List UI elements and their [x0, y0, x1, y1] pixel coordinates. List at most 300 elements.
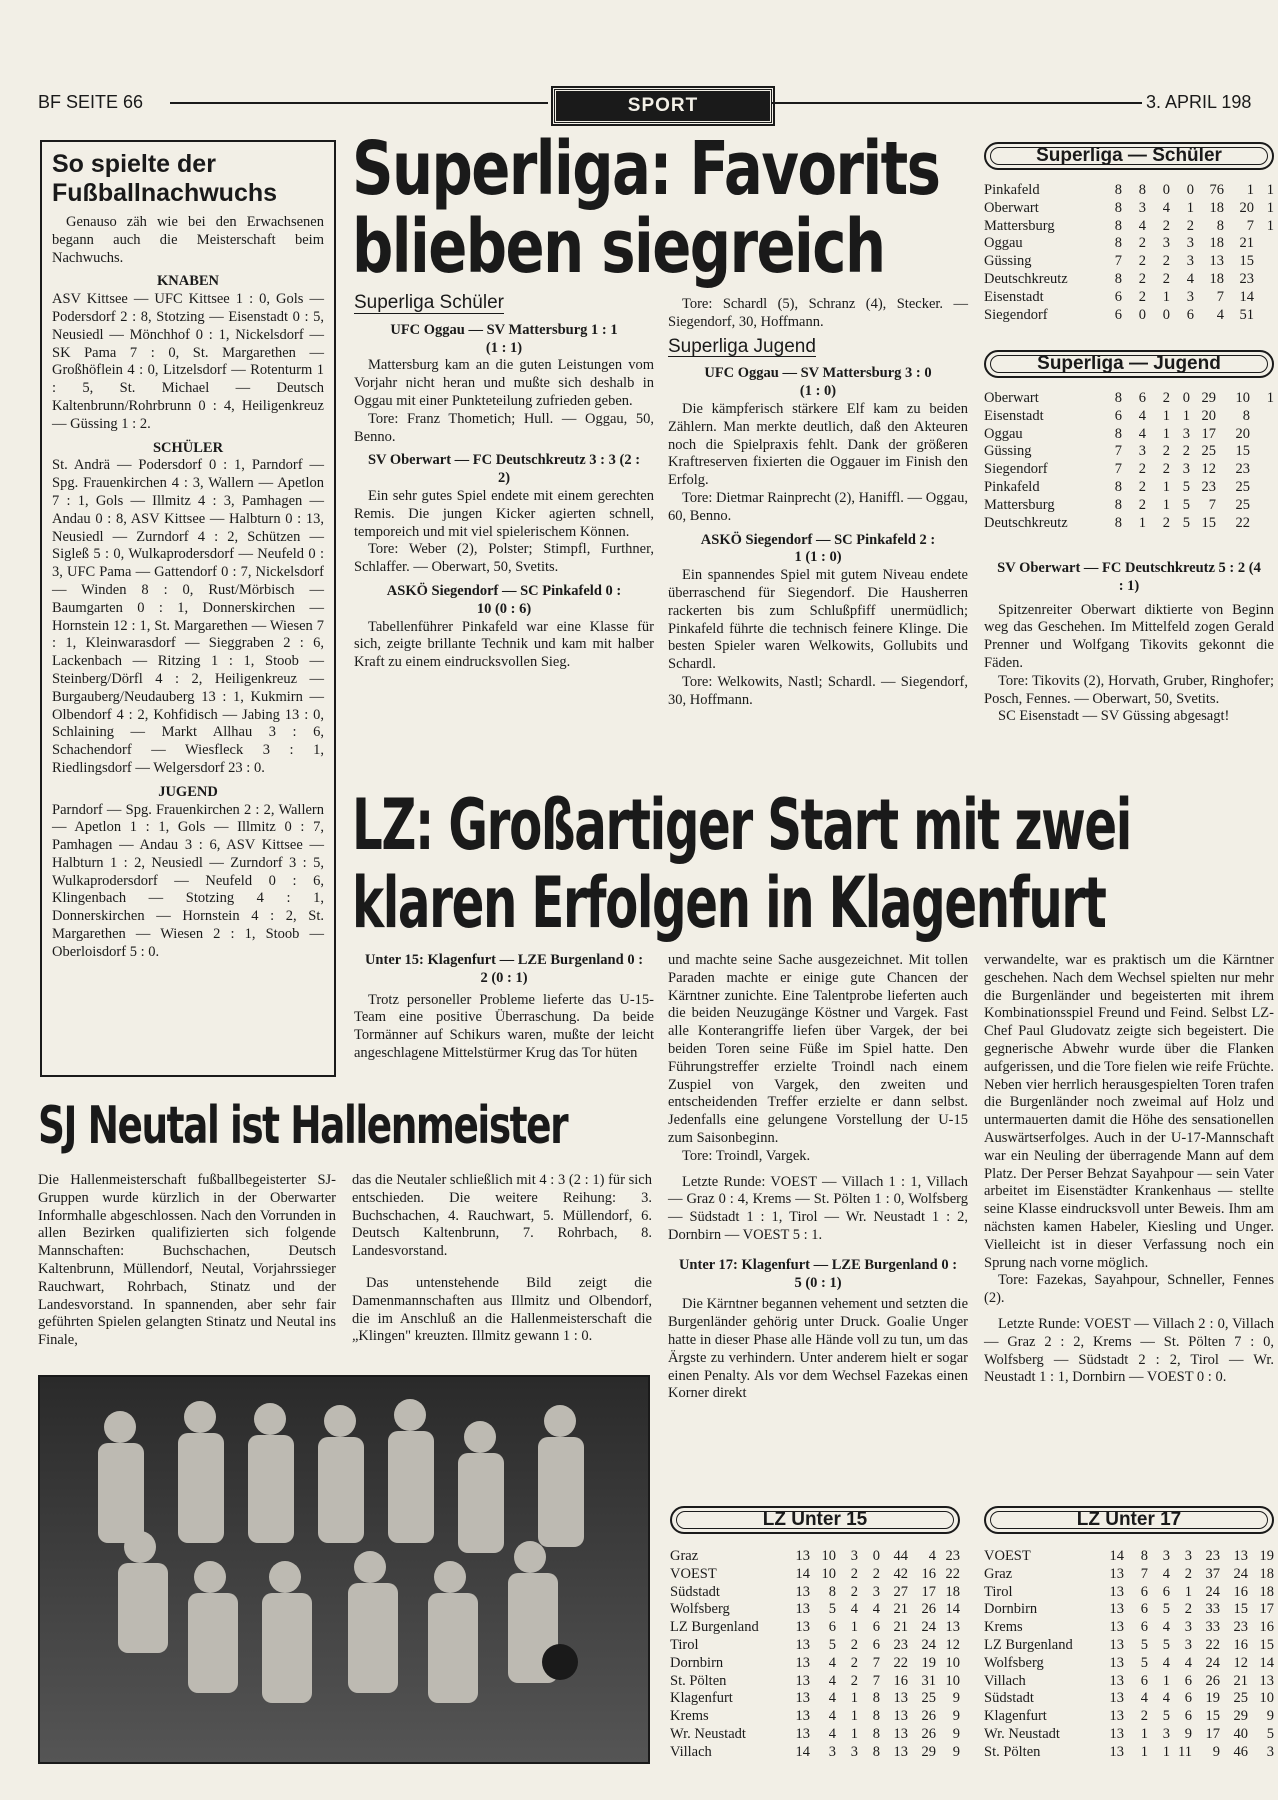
table-cell: 13: [795, 1619, 810, 1636]
table-cell: 13: [795, 1636, 810, 1653]
table-cell: 8: [1114, 217, 1122, 234]
table-cell: 13: [1259, 1672, 1274, 1689]
table-cell: 5: [828, 1601, 836, 1618]
table-cell: 4: [928, 1548, 936, 1564]
team-name: Tirol: [670, 1636, 699, 1653]
table-cell: 2: [1140, 1708, 1148, 1725]
table-cell: 19: [1259, 1548, 1274, 1564]
table-cell: 23: [945, 1548, 960, 1564]
table-row: [984, 1708, 1274, 1726]
table-row: [670, 1655, 960, 1673]
superliga-jugend-table: [984, 390, 1274, 532]
table-cell: 10: [821, 1548, 836, 1564]
team-name: LZ Burgenland: [984, 1636, 1073, 1653]
jugend-oberwart-deutschkreutz-text: Spitzenreiter Oberwart diktierte von Beginn weg das Geschehen. Im Mittelfeld zogen Gerald Prenner und Wolfgang Tikovits gekonnt die Fäden.: [984, 601, 1274, 671]
table-cell: 13: [795, 1672, 810, 1689]
lz-col3: [984, 952, 1274, 1387]
table-cell: 4: [1184, 1654, 1192, 1671]
table-cell: 18: [1209, 270, 1224, 287]
table-cell: 13: [1109, 1725, 1124, 1742]
table-cell: 13: [1109, 1619, 1124, 1636]
table-cell: 4: [1138, 407, 1146, 424]
table-row: [984, 479, 1274, 497]
table-cell: 4: [828, 1672, 836, 1689]
table-cell: 6: [1114, 306, 1122, 323]
match-siegendorf-pinkafeld-title: ASKÖ Siegendorf — SC Pinkafeld 0 : 10 (0 : 6): [386, 582, 622, 617]
table-cell: 4: [1162, 1654, 1170, 1671]
table-cell: 18: [1209, 199, 1224, 216]
table-cell: 2: [1138, 288, 1146, 305]
table-cell: 17: [1205, 1725, 1220, 1742]
table-row: [984, 1566, 1274, 1584]
headline-lz-line2: klaren Erfolgen in Klagenfurt: [352, 862, 1106, 944]
section-label: SPORT: [553, 88, 773, 124]
team-name: Oberwart: [984, 390, 1039, 406]
table-cell: 9: [1266, 1708, 1274, 1725]
table-row: [984, 1655, 1274, 1673]
table-cell: 1: [1162, 1672, 1170, 1689]
table-cell: 15: [1235, 443, 1250, 460]
table-cell: 16: [1233, 1636, 1248, 1653]
table-cell: 5: [1140, 1636, 1148, 1653]
table-cell: 2: [1162, 217, 1170, 234]
table-cell: 9: [952, 1708, 960, 1725]
schueler-results: St. Andrä — Podersdorf 0 : 1, Parndorf — Spg. Frauenkirchen 4 : 3, Wallern — Apetlon 7 : 1, Gols — Illmitz 4 : 3, Pamhagen — Andau 0 : 8, ASV Kittsee — Halbturn 0 : 13, Neusiedl — Zurndorf 4 : 2, Schützen — Sigleß 5 : 0, Wulkaprodersdorf — Neufeld 0 : 3, UFC Pama — Gattendorf 0 : 7, Nickelsdorf — Winden 8 : 0, Rust/Mörbisch — Baumgarten 0 : 1, Donnerskirchen — Hornstein 12 : 1, St. Margarethen — Wiesen 7 : 1, Kleinwarasdorf — Sieggraben 2 : 6, Lackenbach — Ritzing 1 : 1, Stoob — Steinberg/Dörfl 4 : 2, Heiligenkreuz — Burgauberg/Neudauberg 13 : 1, Kukmirn — Olbendorf 4 : 2, Kohfidisch — Jabing 13 : 0, Schlaining — Markt Allhau 3 : 6, Schachendorf — Wiesfleck 3 : 1, Riedlingsdorf — Welgersdorf 23 : 0.: [52, 457, 324, 776]
table-cell: 0: [1182, 390, 1190, 406]
table-cell: 2: [850, 1636, 858, 1653]
table-cell: 8: [1114, 478, 1122, 495]
table-cell: 46: [1233, 1743, 1248, 1760]
lz-u17-table: [984, 1548, 1274, 1762]
table-cell: 13: [795, 1583, 810, 1600]
table-row: [670, 1566, 960, 1584]
table-cell: 1: [1162, 1743, 1170, 1760]
table-cell: 23: [1233, 1619, 1248, 1636]
u15-match-title: Unter 15: Klagenfurt — LZE Burgenland 0 : 2 (0 : 1): [364, 952, 644, 986]
table-cell: 13: [1233, 1548, 1248, 1564]
table-cell: 1: [1140, 1743, 1148, 1760]
table-cell: 7: [1114, 443, 1122, 460]
table-cell: 3: [1186, 253, 1194, 270]
table-row: [670, 1548, 960, 1566]
team-name: Graz: [670, 1548, 699, 1564]
table-cell: 13: [1109, 1654, 1124, 1671]
team-name: Klagenfurt: [670, 1690, 733, 1707]
jugend-siegendorf-pinkafeld-title: ASKÖ Siegendorf — SC Pinkafeld 2 : 1 (1 : 0): [700, 531, 936, 566]
u17-letzte-runde: Letzte Runde: VOEST — Villach 2 : 0, Villach — Graz 2 : 2, Krems — St. Pölten 7 : 0, Wolfsberg — Südstadt 2 : 2, Tirol — Wr. Neustadt 1 : 1, Dornbirn — VOEST 0 : 0.: [984, 1315, 1274, 1386]
table-cell: 7: [1246, 217, 1254, 234]
team-name: Mattersburg: [984, 217, 1055, 234]
table-cell: 4: [1162, 1565, 1170, 1582]
table-cell: 6: [872, 1619, 880, 1636]
table-cell: [1250, 443, 1274, 461]
table-cell: 31: [921, 1672, 936, 1689]
youth-results-title: So spielte der Fußballnachwuchs: [52, 150, 278, 207]
table-cell: 18: [1259, 1583, 1274, 1600]
table-cell: 5: [1162, 1636, 1170, 1653]
table-cell: [1254, 253, 1274, 271]
table-cell: 6: [1184, 1690, 1192, 1707]
table-row: [984, 1673, 1274, 1691]
table-cell: 6: [1162, 1583, 1170, 1600]
table-cell: 12: [945, 1636, 960, 1653]
table-cell: 13: [1109, 1565, 1124, 1582]
table-cell: 3: [1266, 1743, 1274, 1760]
table-cell: [1250, 497, 1274, 515]
table-cell: 6: [1184, 1708, 1192, 1725]
table-cell: 2: [1162, 461, 1170, 478]
table-cell: 2: [1138, 461, 1146, 478]
table-cell: 21: [1239, 235, 1254, 252]
table-row: [984, 426, 1274, 444]
table-row: [984, 1744, 1274, 1762]
team-name: Mattersburg: [984, 496, 1055, 513]
table-cell: 15: [1233, 1601, 1248, 1618]
team-name: Siegendorf: [984, 461, 1048, 478]
superliga-jugend-table-title: Superliga — Jugend: [984, 350, 1274, 378]
team-name: Wr. Neustadt: [670, 1725, 746, 1742]
table-cell: 8: [1114, 235, 1122, 252]
table-cell: 8: [1114, 199, 1122, 216]
table-cell: 2: [1138, 253, 1146, 270]
superliga-schueler-subhead: Superliga Schüler: [354, 292, 504, 313]
table-cell: 14: [795, 1743, 810, 1760]
table-cell: 7: [1208, 496, 1216, 513]
table-cell: 26: [921, 1601, 936, 1618]
table-row: [984, 271, 1274, 289]
team-name: Südstadt: [984, 1690, 1034, 1707]
table-cell: 13: [1109, 1583, 1124, 1600]
table-cell: 10: [1259, 1690, 1274, 1707]
table-cell: 44: [893, 1548, 908, 1564]
table-row: [984, 1726, 1274, 1744]
table-cell: 8: [872, 1725, 880, 1742]
team-name: Siegendorf: [984, 306, 1048, 323]
table-cell: 10: [821, 1565, 836, 1582]
lz-u17-table-title: LZ Unter 17: [984, 1506, 1274, 1534]
match-oberwart-deutschkreutz-text: Ein sehr gutes Spiel endete mit einem gerechten Remis. Die jungen Kicker agierten schnell, temporeich und mit viel spielerischem Können.: [354, 487, 654, 540]
table-cell: 3: [850, 1743, 858, 1760]
table-cell: 1: [1266, 217, 1274, 234]
table-cell: 13: [795, 1690, 810, 1707]
table-cell: 2: [1186, 217, 1194, 234]
u15-text-part2: und machte seine Sache ausgezeichnet. Mit tollen Paraden machte er einige gute Chancen der Kärntner zunichte. Eine Talentprobe lieferten auch die beiden Neuzugänge Köstner und Vargek. Fast alle Konterangriffe liefen über Vargek, der bei beiden Toren seine Füße im Spiel hatte. Den Führungstreffer erzielte Troindl nach einem Zuspiel von Vargek, den zweiten und entscheidenden Treffer erzielte er dann selbst. Jedenfalls eine gelungene Vorstellung der U-15 zum Saisonbeginn.: [668, 952, 968, 1146]
headline-superliga-line2: blieben siegreich: [352, 204, 885, 290]
table-cell: 14: [945, 1601, 960, 1618]
jugend-oberwart-deutschkreutz-tore: Tore: Tikovits (2), Horvath, Gruber, Ringhofer; Posch, Fennes. — Oberwart, 50, Svetits.: [984, 672, 1274, 707]
table-cell: 16: [1233, 1583, 1248, 1600]
table-cell: 37: [1205, 1565, 1220, 1582]
table-row: [984, 1637, 1274, 1655]
table-cell: 1: [850, 1725, 858, 1742]
team-name: Wolfsberg: [670, 1601, 730, 1618]
table-cell: 29: [921, 1743, 936, 1760]
table-cell: 3: [1184, 1548, 1192, 1564]
table-cell: 6: [1140, 1583, 1148, 1600]
team-name: VOEST: [984, 1548, 1031, 1564]
table-cell: 20: [1235, 425, 1250, 442]
team-name: Oggau: [984, 235, 1023, 252]
table-row: [984, 1584, 1274, 1602]
table-row: [670, 1673, 960, 1691]
table-cell: 21: [1233, 1672, 1248, 1689]
table-cell: 13: [1109, 1743, 1124, 1760]
table-cell: 3: [1184, 1619, 1192, 1636]
table-cell: 25: [1201, 443, 1216, 460]
table-cell: 8: [1114, 182, 1122, 198]
table-cell: 23: [1239, 270, 1254, 287]
table-row: [984, 461, 1274, 479]
table-cell: 24: [921, 1636, 936, 1653]
table-cell: 13: [1109, 1690, 1124, 1707]
superliga-schueler-table: [984, 182, 1274, 324]
table-cell: 16: [1259, 1619, 1274, 1636]
table-cell: 25: [1235, 496, 1250, 513]
table-cell: 7: [1114, 253, 1122, 270]
headline-sj-neutal: SJ Neutal ist Hallenmeister: [38, 1096, 568, 1156]
table-cell: 22: [945, 1565, 960, 1582]
lz-col1: [354, 952, 654, 1063]
team-name: Güssing: [984, 443, 1032, 460]
team-name: Südstadt: [670, 1583, 720, 1600]
team-name: LZ Burgenland: [670, 1619, 759, 1636]
table-cell: 4: [1162, 1619, 1170, 1636]
table-cell: 13: [893, 1708, 908, 1725]
team-name: VOEST: [670, 1565, 717, 1582]
table-cell: 17: [1259, 1601, 1274, 1618]
table-cell: 24: [921, 1619, 936, 1636]
table-cell: 8: [1114, 270, 1122, 287]
col2-tore: Tore: Schardl (5), Schranz (4), Stecker. — Siegendorf, 30, Hoffmann.: [668, 296, 968, 330]
table-cell: 23: [1205, 1548, 1220, 1564]
table-cell: 8: [1138, 182, 1146, 198]
table-cell: 2: [850, 1654, 858, 1671]
table-cell: 13: [1109, 1636, 1124, 1653]
table-cell: 0: [1162, 306, 1170, 323]
table-cell: 2: [1138, 478, 1146, 495]
match-oggau-mattersburg-text: Mattersburg kam an die guten Leistungen vom Vorjahr nicht heran und mußte sich deshalb in Oggau mit einer Punkteteilung zufrieden geben.: [354, 357, 654, 409]
table-cell: 1: [1162, 478, 1170, 495]
table-cell: 0: [1138, 306, 1146, 323]
team-name: Krems: [984, 1619, 1023, 1636]
match-oberwart-deutschkreutz-tore: Tore: Weber (2), Polster; Stimpfl, Furthner, Schlaffer. — Oberwart, 50, Svetits.: [354, 541, 654, 576]
table-cell: 23: [893, 1636, 908, 1653]
table-cell: 1: [1162, 425, 1170, 442]
team-name: Deutschkreutz: [984, 514, 1068, 531]
table-cell: 4: [1140, 1690, 1148, 1707]
knaben-results: ASV Kittsee — UFC Kittsee 1 : 0, Gols — Podersdorf 2 : 8, Stotzing — Eisenstadt 0 : 5, Neusiedl — Mönchhof 0 : 1, Nickelsdorf — SK Pama 7 : 0, St. Margarethen — Großhöflein 4 : 0, Litzelsdorf — Rotenturm 1 : 5, St. Michael — Deutsch Kaltenbrunn/Rohrbrunn 0 : 4, Heiligenkreuz — Güssing 1 : 2.: [52, 291, 324, 432]
table-cell: [1250, 408, 1274, 426]
table-cell: 8: [1114, 390, 1122, 406]
table-row: [984, 1548, 1274, 1566]
table-cell: 33: [1205, 1601, 1220, 1618]
sj-text-part3: Das untenstehende Bild zeigt die Damenmannschaften aus Illmitz und Olbendorf, die im Anschluß an die Hallenmeisterschaft die „Klingen" kreuzten. Illmitz gewann 1 : 0.: [352, 1274, 652, 1345]
table-row: [984, 200, 1274, 218]
table-cell: [1250, 461, 1274, 479]
table-row: [984, 1601, 1274, 1619]
match-siegendorf-pinkafeld-text: Tabellenführer Pinkafeld war eine Klasse für sich, zeigte brillante Technik und kam mit halber Kraft zu einem eindrucksvollen Sieg.: [354, 618, 654, 671]
table-row: [984, 1619, 1274, 1637]
table-cell: 7: [872, 1654, 880, 1671]
table-cell: 8: [1242, 407, 1250, 424]
jugend-siegendorf-pinkafeld-tore: Tore: Welkowits, Nastl; Schardl. — Siegendorf, 30, Hoffmann.: [668, 673, 968, 708]
eisenstadt-guessing-note: SC Eisenstadt — SV Güssing abgesagt!: [998, 708, 1230, 725]
team-name: Pinkafeld: [984, 478, 1040, 495]
table-cell: 22: [1205, 1636, 1220, 1653]
table-cell: 13: [795, 1708, 810, 1725]
table-cell: 4: [828, 1725, 836, 1742]
table-cell: [1250, 515, 1274, 533]
table-cell: 40: [1233, 1725, 1248, 1742]
table-cell: 1: [1140, 1725, 1148, 1742]
table-cell: 76: [1209, 182, 1224, 198]
lz-col2: [668, 952, 968, 1403]
table-cell: 18: [945, 1583, 960, 1600]
table-cell: 6: [1184, 1672, 1192, 1689]
table-cell: 1: [1162, 288, 1170, 305]
team-name: St. Pölten: [984, 1743, 1041, 1760]
sj-text-part1: Die Hallenmeisterschaft fußballbegeisterter SJ-Gruppen wurde kürzlich in der Oberwarter Informhalle abgeschlossen. Nach den Vorrunden in allen Bezirken qualifizierten sich folgende Mannschaften: Buchschachen, Deutsch Kaltenbrunn, Müllendorf, Neutal, Vorjahrssieger Rauchwart, Rohrbach, Stinatz und der Landesvorstand. In spannenden, aber sehr fair geführten Spielen gelangten Stinatz und Neutal ins Finale,: [38, 1172, 336, 1349]
table-row: [984, 408, 1274, 426]
team-name: Wolfsberg: [984, 1654, 1044, 1671]
table-cell: 13: [795, 1725, 810, 1742]
table-cell: 1: [1186, 199, 1194, 216]
table-cell: 1: [1162, 496, 1170, 513]
table-row: [984, 235, 1274, 253]
table-cell: 2: [1162, 390, 1170, 406]
table-cell: [1254, 289, 1274, 307]
table-cell: 22: [1235, 514, 1250, 531]
team-name: Dornbirn: [984, 1601, 1038, 1618]
table-cell: 23: [1201, 478, 1216, 495]
table-cell: 2: [1182, 443, 1190, 460]
table-cell: 24: [1205, 1654, 1220, 1671]
table-cell: 5: [1266, 1725, 1274, 1742]
team-name: Pinkafeld: [984, 182, 1040, 198]
team-name: Graz: [984, 1565, 1013, 1582]
table-row: [670, 1619, 960, 1637]
table-row: [670, 1726, 960, 1744]
sj-col2: [352, 1172, 652, 1346]
page-number: BF SEITE 66: [38, 92, 144, 112]
table-cell: 4: [872, 1601, 880, 1618]
table-cell: 1: [1162, 407, 1170, 424]
table-cell: 2: [1138, 235, 1146, 252]
u15-letzte-runde: Letzte Runde: VOEST — Villach 1 : 1, Villach — Graz 0 : 4, Krems — St. Pölten 1 : 0, Wolfsberg — Südstadt 1 : 1, Tirol — Wr. Neustadt 1 : 2, Dornbirn — VOEST 5 : 1.: [668, 1173, 968, 1243]
table-cell: 7: [1216, 288, 1224, 305]
table-cell: 1: [1182, 407, 1190, 424]
table-cell: 8: [1114, 425, 1122, 442]
superliga-col3: [984, 560, 1274, 726]
table-cell: 5: [1182, 496, 1190, 513]
table-cell: 26: [921, 1708, 936, 1725]
table-cell: 13: [1209, 253, 1224, 270]
table-cell: 13: [1109, 1672, 1124, 1689]
table-cell: 2: [1162, 514, 1170, 531]
table-cell: 3: [1184, 1636, 1192, 1653]
table-cell: 6: [828, 1619, 836, 1636]
table-cell: 19: [1205, 1690, 1220, 1707]
jugend-heading: JUGEND: [158, 783, 218, 800]
u15-tore: Tore: Troindl, Vargek.: [682, 1147, 811, 1164]
table-cell: 27: [893, 1583, 908, 1600]
team-name: Tirol: [984, 1583, 1013, 1600]
table-row: [984, 443, 1274, 461]
table-cell: 10: [1235, 390, 1250, 406]
table-cell: 8: [1140, 1548, 1148, 1564]
table-cell: 24: [1233, 1565, 1248, 1582]
table-cell: 3: [1182, 425, 1190, 442]
team-name: Oberwart: [984, 199, 1039, 216]
knaben-heading: KNABEN: [156, 273, 220, 290]
table-cell: 9: [952, 1743, 960, 1760]
table-cell: 25: [1235, 478, 1250, 495]
table-cell: 7: [872, 1672, 880, 1689]
team-photo: [38, 1375, 650, 1764]
table-cell: 17: [921, 1583, 936, 1600]
table-cell: 3: [1186, 288, 1194, 305]
match-oggau-mattersburg-title: UFC Oggau — SV Mattersburg 1 : 1 (1 : 1): [390, 321, 618, 356]
table-cell: 18: [1209, 235, 1224, 252]
table-row: [670, 1637, 960, 1655]
table-cell: 2: [850, 1565, 858, 1582]
table-cell: 18: [1259, 1565, 1274, 1582]
table-cell: 2: [1162, 443, 1170, 460]
table-cell: 14: [1239, 288, 1254, 305]
table-row: [984, 390, 1274, 408]
table-row: [984, 182, 1274, 200]
u15-text-part1: Trotz personeller Probleme lieferte das U-15-Team eine positive Überraschung. Da beide Tormänner auf Schikurs waren, mußte der leicht angeschlagene Mittelstürmer Krug das Tor hüten: [354, 991, 654, 1061]
jugend-oggau-mattersburg-text: Die kämpferisch stärkere Elf kam zu beiden Zählern. Man merkte deutlich, daß den Akteuren noch die Spielpraxis fehlt. Dank der größeren Kraftreserven fixierten die Oggauer im Finish den Erfolg.: [668, 400, 968, 489]
match-oberwart-deutschkreutz-title: SV Oberwart — FC Deutschkreutz 3 : 3 (2 : 2): [367, 452, 641, 487]
sj-text-part2: das die Neutaler schließlich mit 4 : 3 (2 : 1) für sich entschieden. Die weitere Reihung: 3. Buchschachen, 4. Rauchwart, 5. Müllendorf, 6. Deutsch Kaltenbrunn, 7. Rohrbach, 8. Landesvorstand.: [352, 1172, 652, 1260]
table-cell: 13: [893, 1690, 908, 1707]
table-cell: 42: [893, 1565, 908, 1582]
table-cell: 8: [1216, 217, 1224, 234]
u17-text-part1: Die Kärntner begannen vehement und setzten die Burgenländer gehörig unter Druck. Goalie Unger hatte in dieser Phase alle Hände voll zu tun, um das Ärgste zu verhindern. Unter anderem hielt er sogar einen Penalty. Als vor dem Wechsel Fazekas einen Korner direkt: [668, 1296, 968, 1402]
table-cell: 26: [1205, 1672, 1220, 1689]
table-cell: 29: [1201, 390, 1216, 406]
team-name: Dornbirn: [670, 1654, 724, 1671]
superliga-jugend-subhead: Superliga Jugend: [668, 335, 816, 357]
table-row: [984, 218, 1274, 236]
table-cell: 13: [795, 1654, 810, 1671]
table-cell: 1: [1184, 1583, 1192, 1600]
table-cell: 33: [1205, 1619, 1220, 1636]
table-cell: 14: [1259, 1654, 1274, 1671]
table-cell: 26: [921, 1725, 936, 1742]
table-cell: 6: [1138, 390, 1146, 406]
table-cell: 9: [1184, 1725, 1192, 1742]
table-cell: 2: [850, 1583, 858, 1600]
table-cell: 22: [893, 1654, 908, 1671]
table-cell: 6: [872, 1636, 880, 1653]
team-name: St. Pölten: [670, 1672, 727, 1689]
table-cell: 8: [872, 1690, 880, 1707]
table-cell: 15: [1239, 253, 1254, 270]
table-cell: 2: [850, 1672, 858, 1689]
table-cell: 16: [921, 1565, 936, 1582]
lz-u15-table-title: LZ Unter 15: [670, 1506, 960, 1534]
team-name: Krems: [670, 1708, 709, 1725]
table-cell: 3: [1162, 235, 1170, 252]
team-name: Deutschkreutz: [984, 270, 1068, 287]
table-cell: 5: [1162, 1601, 1170, 1618]
table-cell: 1: [850, 1690, 858, 1707]
jugend-oggau-mattersburg-title: UFC Oggau — SV Mattersburg 3 : 0 (1 : 0): [704, 365, 932, 400]
table-row: [670, 1690, 960, 1708]
table-cell: 7: [1140, 1565, 1148, 1582]
